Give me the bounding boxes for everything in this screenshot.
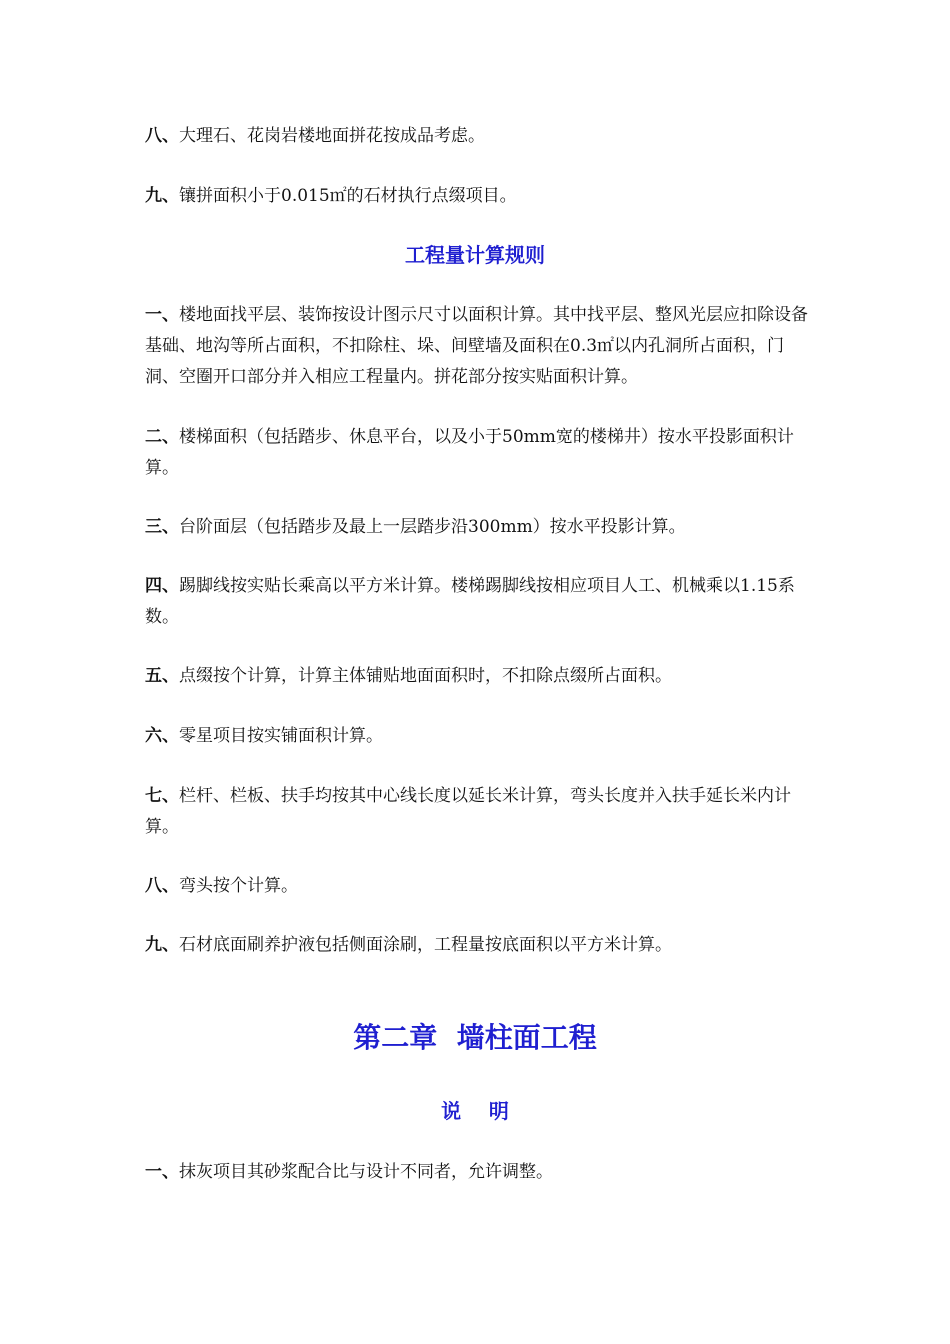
section-title: 工程量计算规则 — [405, 243, 545, 267]
item-text: 台阶面层（包括踏步及最上一层踏步沿300mm）按水平投影计算。 — [179, 517, 686, 537]
list-item — [145, 781, 810, 843]
list-item — [145, 1157, 810, 1188]
item-number: 八、 — [145, 876, 179, 896]
item-text: 楼地面找平层、装饰按设计图示尺寸以面积计算。其中找平层、整风光层应扣除设备基础、地沟等所占面积，不扣除柱、垛、间壁墙及面积在0.3㎡以内孔洞所占面积，门洞、空圈开口部分并入相应工程量内。拼花部分按实贴面积计算。 — [145, 305, 808, 387]
item-number: 八、 — [145, 126, 179, 146]
item-text: 栏杆、栏板、扶手均按其中心线长度以延长米计算，弯头长度并入扶手延长米内计算。 — [145, 786, 791, 837]
chapter-subtitle: 说 明 — [441, 1099, 509, 1123]
chapter-title: 第二章 墙柱面工程 — [353, 1021, 597, 1054]
list-item — [145, 422, 810, 484]
item-number: 一、 — [145, 1162, 179, 1182]
item-text: 楼梯面积（包括踏步、休息平台，以及小于50mm宽的楼梯井）按水平投影面积计算。 — [145, 427, 794, 478]
list-item — [145, 721, 810, 752]
item-text: 弯头按个计算。 — [179, 876, 298, 896]
item-number: 七、 — [145, 786, 179, 806]
item-number: 四、 — [145, 576, 179, 596]
list-item — [145, 512, 810, 543]
list-item — [145, 930, 810, 961]
item-number: 三、 — [145, 517, 179, 537]
item-number: 六、 — [145, 726, 179, 746]
item-number: 五、 — [145, 666, 179, 686]
item-number: 九、 — [145, 935, 179, 955]
item-number: 九、 — [145, 186, 179, 206]
item-text: 零星项目按实铺面积计算。 — [179, 726, 383, 746]
item-number: 二、 — [145, 427, 179, 447]
item-number: 一、 — [145, 305, 179, 325]
item-text: 镶拼面积小于0.015㎡的石材执行点缀项目。 — [179, 186, 517, 206]
item-text: 抹灰项目其砂浆配合比与设计不同者，允许调整。 — [179, 1162, 553, 1182]
item-text: 石材底面刷养护液包括侧面涂刷，工程量按底面积以平方米计算。 — [179, 935, 672, 955]
list-item — [145, 300, 810, 393]
list-item — [145, 571, 810, 633]
list-item — [145, 661, 810, 692]
list-item — [145, 121, 810, 152]
item-text: 大理石、花岗岩楼地面拼花按成品考虑。 — [179, 126, 485, 146]
list-item — [145, 181, 810, 212]
item-text: 踢脚线按实贴长乘高以平方米计算。楼梯踢脚线按相应项目人工、机械乘以1.15系数。 — [145, 576, 795, 627]
item-text: 点缀按个计算，计算主体铺贴地面面积时，不扣除点缀所占面积。 — [179, 666, 672, 686]
list-item — [145, 871, 810, 902]
